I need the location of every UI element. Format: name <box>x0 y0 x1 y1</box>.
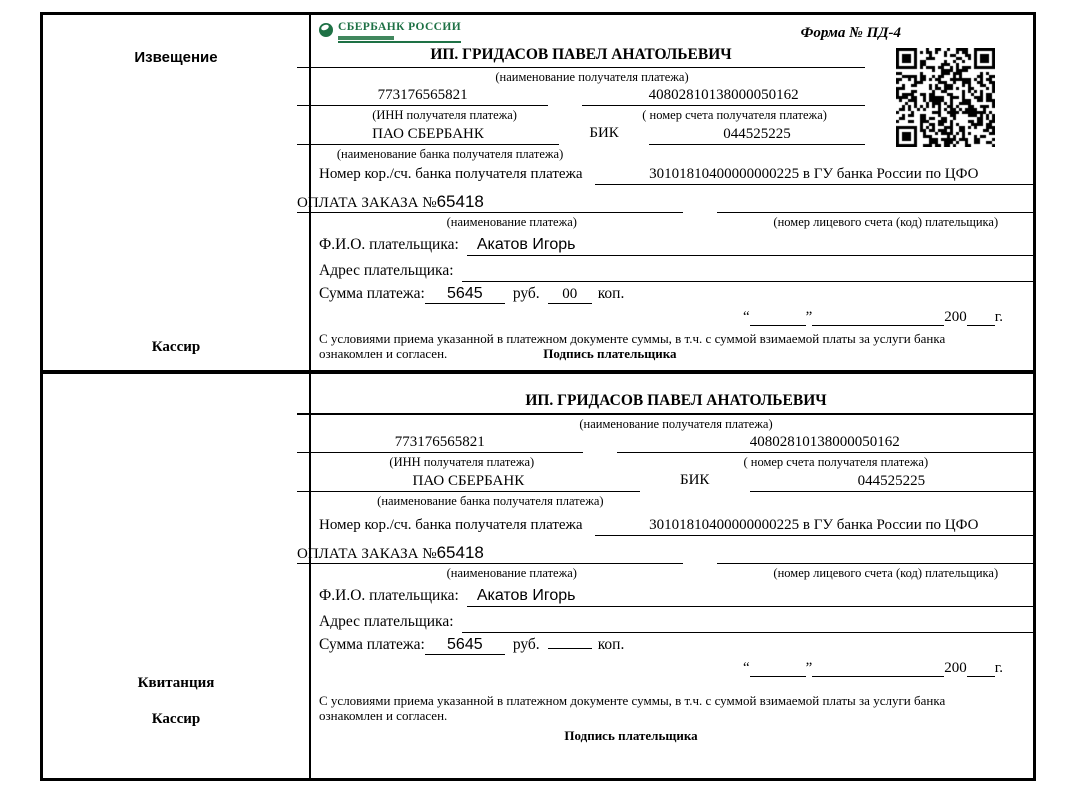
agreement-text <box>319 331 1033 362</box>
account-value: 40802810138000050162 <box>617 434 1033 453</box>
inn-account-row <box>319 434 1033 453</box>
section-receipt <box>43 374 1033 778</box>
payment-captions-row <box>319 213 1033 230</box>
section-notice <box>43 15 1033 374</box>
sum-kop-value: 00 <box>548 286 592 304</box>
payment-caption: (наименование платежа) <box>446 215 577 229</box>
bik-value: 044525225 <box>649 126 865 145</box>
cashier-label: Кассир <box>151 339 201 355</box>
month-blank <box>812 662 944 677</box>
payment-form-pd4 <box>40 12 1036 781</box>
sum-label: Сумма платежа: <box>319 636 425 653</box>
qr-code <box>896 48 995 147</box>
corr-value: 30101810400000000225 в ГУ банка России по ЦФО <box>595 517 1033 536</box>
notice-label: Извещение <box>134 49 218 66</box>
bik-label: БИК <box>679 472 710 488</box>
header-row <box>319 19 1033 45</box>
payee-caption: (наименование получателя платежа) <box>495 70 689 84</box>
inn-account-row <box>319 87 865 106</box>
agreement-line2: ознакомлен и согласен. <box>319 346 448 362</box>
date-row <box>319 657 1003 677</box>
payment-label: ОПЛАТА ЗАКАЗА № <box>297 546 437 562</box>
kop-label: коп. <box>597 285 625 302</box>
payment-name-row <box>297 538 1033 564</box>
quote-close: ” <box>805 309 813 325</box>
corr-row <box>319 517 1033 536</box>
fio-row <box>319 583 1033 607</box>
payment-name-field <box>297 543 683 564</box>
agreement-line2: ознакомлен и согласен. <box>319 708 448 724</box>
signature-label: Подпись плательщика <box>564 727 698 743</box>
account-caption: ( номер счета получателя платежа) <box>743 455 929 469</box>
receipt-panel <box>297 374 1033 778</box>
quote-close: ” <box>805 660 813 676</box>
bank-bik-row <box>319 472 1033 492</box>
payee-caption: (наименование получателя платежа) <box>579 417 773 431</box>
fio-value: Акатов Игорь <box>467 236 1033 256</box>
fio-row <box>319 232 1033 256</box>
fio-label: Ф.И.О. плательщика: <box>319 236 459 253</box>
agreement-line1: С условиями приема указанной в платежном документе суммы, в т.ч. с суммой взимаемой платы за услуги банка <box>319 331 946 346</box>
payee-name: ИП. ГРИДАСОВ ПАВЕЛ АНАТОЛЬЕВИЧ <box>525 392 827 409</box>
sberbank-name: СБЕРБАНК РОССИИ <box>338 21 462 33</box>
sberbank-icon <box>319 23 333 37</box>
corr-row <box>319 166 1033 185</box>
corr-value: 30101810400000000225 в ГУ банка России по ЦФО <box>595 166 1033 185</box>
year-blank <box>967 311 995 326</box>
inn-account-captions <box>319 453 1033 470</box>
personal-caption: (номер лицевого счета (код) плательщика) <box>773 215 999 229</box>
address-value <box>462 280 1033 282</box>
notice-stub <box>43 15 311 370</box>
year-suffix: г. <box>994 309 1003 325</box>
sberbank-wordmark <box>338 21 461 43</box>
sum-rub-value: 5645 <box>425 636 505 655</box>
bank-name: ПАО СБЕРБАНК <box>297 126 559 145</box>
bank-caption: (наименование банка получателя платежа) <box>336 147 564 161</box>
payment-name-row <box>297 187 1033 213</box>
agreement-text <box>319 693 1033 724</box>
payment-caption: (наименование платежа) <box>446 566 577 580</box>
bank-bik-row <box>319 125 865 145</box>
personal-account-field <box>717 563 1033 564</box>
order-number: 65418 <box>436 192 484 211</box>
kop-label: коп. <box>597 636 625 653</box>
payment-name-field <box>297 192 683 213</box>
sum-rub-value: 5645 <box>425 285 505 304</box>
payment-label: ОПЛАТА ЗАКАЗА № <box>297 195 437 211</box>
order-number: 65418 <box>436 543 484 562</box>
bank-name: ПАО СБЕРБАНК <box>297 473 640 492</box>
personal-caption: (номер лицевого счета (код) плательщика) <box>773 566 999 580</box>
payment-captions-row <box>319 564 1033 581</box>
fio-value: Акатов Игорь <box>467 587 1033 607</box>
sum-row <box>319 636 1033 657</box>
month-blank <box>812 311 944 326</box>
agreement-line1: С условиями приема указанной в платежном документе суммы, в т.ч. с суммой взимаемой платы за услуги банка <box>319 693 946 708</box>
receipt-label: Квитанция <box>137 675 215 691</box>
sberbank-tagline-bar <box>338 36 394 40</box>
year-prefix: 200 <box>944 660 967 676</box>
year-prefix: 200 <box>944 309 967 325</box>
notice-panel <box>297 15 1033 370</box>
sberbank-logo <box>319 19 461 43</box>
address-label: Адрес плательщика: <box>319 262 454 279</box>
bank-caption: (наименование банка получателя платежа) <box>377 494 604 508</box>
rub-label: руб. <box>512 285 540 302</box>
address-row <box>319 609 1033 633</box>
corr-label: Номер кор./сч. банка получателя платежа <box>319 517 583 533</box>
agreement-line2-row <box>319 346 1029 361</box>
fio-label: Ф.И.О. плательщика: <box>319 587 459 604</box>
year-suffix: г. <box>994 660 1003 676</box>
address-row <box>319 258 1033 282</box>
sum-label: Сумма платежа: <box>319 285 425 302</box>
inn-value: 773176565821 <box>297 434 583 453</box>
signature-label: Подпись плательщика <box>543 346 677 362</box>
day-blank <box>750 662 806 677</box>
receipt-stub <box>43 374 311 778</box>
inn-value: 773176565821 <box>297 87 548 106</box>
address-label: Адрес плательщика: <box>319 613 454 630</box>
quote-open: “ <box>742 309 750 325</box>
address-value <box>462 631 1033 633</box>
account-caption: ( номер счета получателя платежа) <box>642 108 827 122</box>
corr-label: Номер кор./сч. банка получателя платежа <box>319 166 583 182</box>
sum-row <box>319 285 1033 306</box>
bik-value: 044525225 <box>750 473 1033 492</box>
form-number: Форма № ПД-4 <box>800 25 901 41</box>
quote-open: “ <box>742 660 750 676</box>
sum-kop-value <box>548 648 592 649</box>
cashier-label: Кассир <box>151 711 201 727</box>
inn-account-captions <box>319 106 865 123</box>
bik-label: БИК <box>589 125 619 141</box>
personal-account-field <box>717 212 1033 213</box>
day-blank <box>750 311 806 326</box>
account-value: 40802810138000050162 <box>582 87 865 106</box>
bank-caption-row <box>319 145 865 162</box>
payee-name: ИП. ГРИДАСОВ ПАВЕЛ АНАТОЛЬЕВИЧ <box>297 46 865 68</box>
inn-caption: (ИНН получателя платежа) <box>389 455 535 469</box>
inn-caption: (ИНН получателя платежа) <box>372 108 517 122</box>
year-blank <box>967 662 995 677</box>
bank-caption-row <box>319 492 1033 509</box>
rub-label: руб. <box>512 636 540 653</box>
date-row <box>319 306 1003 326</box>
